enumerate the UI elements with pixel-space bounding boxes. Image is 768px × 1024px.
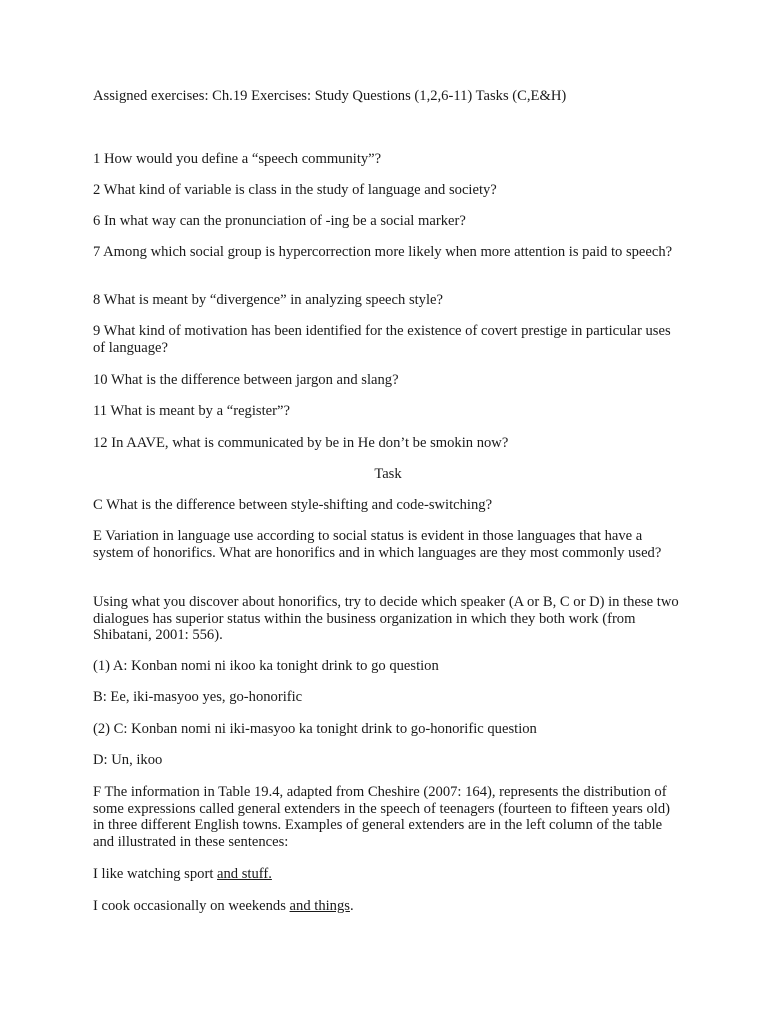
general-extender: and stuff. [217,866,272,882]
example-sentence-1 [93,866,683,883]
task-e-followup: Using what you discover about honorifics, try to decide which speaker (A or B, C or D) in these two dialogues has superior status within the business organization in which they both work (from Shibatani, 2001: 556). [93,594,679,643]
example-text: I like watching sport [93,866,218,882]
question-2: 2 What kind of variable is class in the study of language and society? [93,182,497,198]
question-8: 8 What is meant by “divergence” in analyzing speech style? [93,292,443,308]
general-extender: and things [289,898,350,914]
question-9: 9 What kind of motivation has been identified for the existence of covert prestige in particular uses of language? [93,323,671,356]
dialogue-line-a: (1) A: Konban nomi ni ikoo ka tonight drink to go question [93,658,439,674]
task-f: F The information in Table 19.4, adapted from Cheshire (2007: 164), represents the distribution of some expressions called general extenders in the speech of teenagers (fourteen to fifteen years old) in three different English towns. Examples of general extenders are in the left column of the table and illustrated in these sentences: [93,784,671,850]
dialogue-line-d: D: Un, ikoo [93,752,163,768]
dialogue-line-b: B: Ee, iki-masyoo yes, go-honorific [93,689,303,705]
example-punctuation: . [349,898,354,914]
question-12: 12 In AAVE, what is communicated by be in He don’t be smokin now? [93,435,509,451]
question-10: 10 What is the difference between jargon and slang? [93,372,399,388]
question-1: 1 How would you define a “speech community”? [93,151,382,167]
question-11: 11 What is meant by a “register”? [93,403,290,419]
assignment-header: Assigned exercises: Ch.19 Exercises: Study Questions (1,2,6-11) Tasks (C,E&H) [93,88,567,104]
example-sentence-2 [93,898,683,915]
dialogue-line-c: (2) C: Konban nomi ni iki-masyoo ka tonight drink to go-honorific question [93,721,537,737]
question-7: 7 Among which social group is hypercorrection more likely when more attention is paid to speech? [93,244,673,260]
task-c: C What is the difference between style-shifting and code-switching? [93,497,493,513]
example-text: I cook occasionally on weekends [93,898,290,914]
task-e: E Variation in language use according to social status is evident in those languages that have a system of honorifics. What are honorifics and in which languages are they most commonly used? [93,528,662,561]
task-heading: Task [374,466,402,482]
question-6: 6 In what way can the pronunciation of -ing be a social marker? [93,213,466,229]
